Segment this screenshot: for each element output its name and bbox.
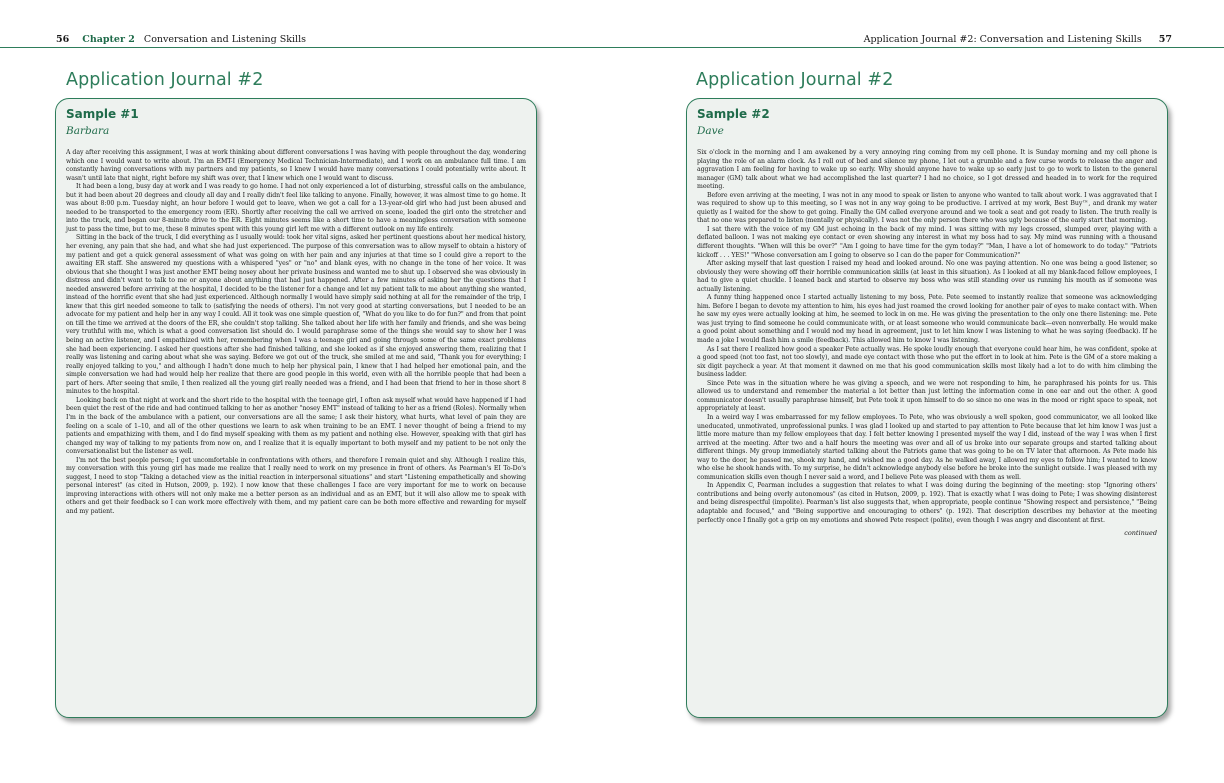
sample-1-body xyxy=(66,149,526,517)
sample-2-body xyxy=(697,149,1157,525)
sample-1-card xyxy=(55,98,537,718)
paragraph: A funny thing happened once I started actually listening to my boss, Pete. Pete seemed to instantly realize that someone was acknowledging him. Before I began to devote my attention to him, his eyes had just roamed the crowd looking for another pair of eyes to make contact with. When he saw my eyes were actually looking at him, he seemed to lock in on me. He was giving the presentation to the only one there listening: me. Pete was just trying to find someone he could communicate with, or at least someone who would communicate back—even nonverbally. He would make a good point about something and I would nod my head in agreement, just to let him know I was listening to what he was saying (feedback). If he made a joke I would flash him a smile (feedback). This allowed him to know I was listening. xyxy=(697,294,1157,345)
paragraph: Before even arriving at the meeting, I was not in any mood to speak or listen to anyone who wanted to talk about work. I was aggravated that I was required to show up to this meeting, so I was not in any way going to be productive. I arrived at my work, Best Buy™, and drank my water quietly as I waited for the show to get going. Finally the GM called everyone around and we took a seat and got ready to listen. The truth really is that no one was prepared to listen (mentally or physically). I was not the only person there who was ugly because of the early start that morning. xyxy=(697,191,1157,225)
right-running-title: Application Journal #2: Conversation and Listening Skills xyxy=(863,34,1142,45)
chapter-label: Chapter 2 xyxy=(82,34,135,45)
paragraph: After asking myself that last question I raised my head and looked around. No one was paying attention. No one was being a good listener, so obviously they were showing off their horrible communication skills (at least in this situation). As I looked at all my blank-faced fellow employees, I had to give a quiet chuckle. I leaned back and started to observe my boss who was still standing over us running his mouth as if someone was actually listening. xyxy=(697,260,1157,293)
right-running-header xyxy=(864,34,1172,45)
paragraph: Looking back on that night at work and the short ride to the hospital with the teenage girl, I often ask myself what would have happened if I had been quiet the rest of the ride and had continued talking to her as another "nosey EMT" instead of talking to her as a friend (Roles). Normally when I'm in the back of the ambulance with a patient, our conversations are all the same; I ask their history, what hurts, what level of pain they are feeling on a scale of 1–10, and all of the other questions we learn to ask when training to be an EMT. I never thought of being a friend to my patients and empathizing with them, and I do find myself speaking with them as my patient and nothing else. However, speaking with that girl has changed my way of talking to my patients from now on, and I realize that it is equally important to both myself and my patient to be not only the conversationalist but the listener as well. xyxy=(66,396,526,456)
paragraph: It had been a long, busy day at work and I was ready to go home. I had not only experienced a lot of disturbing, stressful calls on the ambulance, but it had been about 20 degrees and cloudy all day and I really didn't feel like talking to anyone. Finally, however, it was almost time to go home. It was about 8:00 p.m. Tuesday night, an hour before I would get to leave, when we got a call for a 13-year-old girl who had just been abused and needed to be transported to the emergency room (ER). Shortly after receiving the call we arrived on scene, loaded the girl onto the stretcher and into the truck, and began our 8-minute drive to the ER. Eight minutes seems like a short time to have a meaningless conversation with someone just to pass the time, but to me, these 8 minutes spent with this young girl left me with a different outlook on my life entirely. xyxy=(66,183,526,233)
right-page-title: Application Journal #2 xyxy=(696,70,894,90)
sample-2-author: Dave xyxy=(697,125,724,137)
paragraph: Six o'clock in the morning and I am awakened by a very annoying ring coming from my cell phone. It is Sunday morning and my cell phone is playing the role of an alarm clock. As I roll out of bed and silence my phone, I let out a grumble and a few curse words to release the anger and aggravation I am feeling for having to wake up so early. Why should anyone have to wake up so early just to go to work to listen to the general manager (GM) talk about what we had accomplished the last quarter? I had no choice, so I got dressed and headed in to work for the required meeting. xyxy=(697,149,1157,191)
left-header-rule xyxy=(0,47,612,48)
sample-2-card xyxy=(686,98,1168,718)
paragraph: As I sat there I realized how good a speaker Pete actually was. He spoke loudly enough that everyone could hear him, he was confident, spoke at a good speed (not too fast, not too slowly), and made eye contact with those who put the effort in to look at him. Pete is the GM of a store making a six digit paycheck a year. At that moment it dawned on me that his good communication skills most likely had a lot to do with him climbing the business ladder. xyxy=(697,345,1157,379)
paragraph: I sat there with the voice of my GM just echoing in the back of my mind. I was sitting with my legs crossed, slumped over, playing with a deflated balloon. I was not making eye contact or even showing any interest in what my boss had to say. My mind was running with a thousand different thoughts. "When will this be over?" "Am I going to have time for the gym today?" "Man, I have a lot of homework to do today." "Patriots kickoff . . . YES!" "Whose conversation am I going to observe so I can do the paper for Communication?" xyxy=(697,225,1157,259)
left-page-title: Application Journal #2 xyxy=(66,70,264,90)
paragraph: I'm not the best people person; I get uncomfortable in confrontations with others, and therefore I remain quiet and shy. Although I realize this, my conversation with this young girl has made me realize that I really need to work on my presence in front of others. As Pearman's EI To-Do's suggest, I need to stop "Taking a detached view as the initial reaction in interpersonal situations" and start "Listening empathetically and showing personal interest" (as cited in Hutson, 2009, p. 192). I now know that these challenges I face are very important for me to work on because improving interactions with others will not only make me a better person as an individual and as an EMT, but it will also allow me to speak with others and get their feedback so I can work more effectively with them, and my patient care can be both more effective and rewarding for myself and my patient. xyxy=(66,456,526,515)
sample-2-title: Sample #2 xyxy=(697,107,770,121)
right-page-number: 57 xyxy=(1158,34,1172,45)
paragraph: Sitting in the back of the truck, I did everything as I usually would: took her vital signs, asked her pertinent questions about her medical history, her evening, any pain that she had, and what she had just experienced. The purpose of this conversation was to allow myself to obtain a history of my patient and get a quick general assessment of what was going on with her pain and any injuries at that time so I could give a report to the awaiting ER staff. She answered my questions with a whispered "yes" or "no" and blank eyes, with no change in the tone of her voice. It was obvious that she thought I was just another EMT being nosey about her private business and wanted me to shut up. I observed she was obviously in distress and didn't want to talk to me or anyone about anything that had just happened. After a few minutes of asking her the questions that I needed answered before arriving at the hospital, I decided to be the listener for a change and let my patient talk to me about anything she wanted, instead of the horrific event that she had just experienced. Although normally I would have simply said nothing at all for the remainder of the trip, I knew that this girl needed someone to talk to (satisfying the needs of others). I'm not very good at starting conversations, but I needed to be an advocate for my patient and help her in any way I could. All it took was one simple question of, "What do you like to do for fun?" and from that point on till the time we arrived at the doors of the ER, she couldn't stop talking. She talked about her life with her family and friends, and she was being very truthful with me, which is what a good conversation list should do. I would paraphrase some of the things she would say to show her I was being an active listener, and I empathized with her, remembering when I was a teenage girl and going through some of the same exact problems she had been experiencing. I asked her questions after she had finished talking, and she looked as if she enjoyed answering them, realizing that I really was listening and caring about what she was saying. Before we got out of the truck, she smiled at me and said, "Thank you for everything; I really enjoyed talking to you," and although I hadn't done much to help her physical pain, I knew that I had helped her emotional pain, and the simple conversation we had had would help her realize that there are good people in this world, even with all the horrible people that had been a part of hers. After seeing that smile, I then realized all the young girl really needed was a friend, and I had been that friend to her in those short 8 minutes to the hospital. xyxy=(66,234,526,396)
left-running-header xyxy=(56,34,306,45)
paragraph: Since Pete was in the situation where he was giving a speech, and we were not responding to him, he paraphrased his points for us. This allowed us to understand and remember the material a lot better than just letting the information come in one ear and out the other. A good communicator doesn't usually paraphrase himself, but Pete took it upon himself to do so since no one was in the mood or right space to speak, not appropriately at least. xyxy=(697,379,1157,413)
sample-1-title: Sample #1 xyxy=(66,107,139,121)
paragraph: A day after receiving this assignment, I was at work thinking about different conversations I was having with people throughout the day, wondering which one I would want to write about. I'm an EMT-I (Emergency Medical Technician-Intermediate), and I work on an ambulance full time. I am constantly having conversations with my partners and my patients, so I knew I would have many conversations I could potentially write about. It wasn't until late that night, right before my shift was over, that I knew which one I would want to discuss. xyxy=(66,149,526,182)
sample-1-author: Barbara xyxy=(66,125,110,137)
continued-label: continued xyxy=(1124,529,1157,538)
left-page-number: 56 xyxy=(56,34,70,45)
right-header-rule xyxy=(612,47,1224,48)
paragraph: In Appendix C, Pearman includes a suggestion that relates to what I was doing during the beginning of the meeting: stop "Ignoring others' contributions and being overly autonomous" (as cited in Hutson, 2009, p. 192). That is exactly what I was doing to Pete; I was showing disinterest and being disrespectful (impolite). Pearman's list also suggests that, when appropriate, people continue "Showing respect and persistence," "Being adaptable and focused," and "Being supportive and encouraging to others" (p. 192). That description describes my behavior at the meeting perfectly once I finally got a grip on my emotions and showed Pete respect (polite), even though I was angry and discontent at first. xyxy=(697,482,1157,524)
chapter-title: Conversation and Listening Skills xyxy=(143,34,306,45)
paragraph: In a weird way I was embarrassed for my fellow employees. To Pete, who was obviously a well spoken, good communicator, we all looked like uneducated, unmotivated, unprofessional punks. I was glad I looked up and started to pay attention to Pete because that let him know I was just a little more mature than my fellow employees that day. I felt better knowing I presented myself the way I did, instead of the way I was when I first arrived at the meeting. After two and a half hours the meeting was over and all of us broke into our separate groups and started talking about different things. My group immediately started talking about the Patriots game that was going to be on TV later that afternoon. As Pete made his way to the door, he passed me, shook my hand, and wished me a good day. As he walked away, I allowed my eyes to follow him; I wanted to know who else he shook hands with. To my surprise, he didn't acknowledge anybody else before he broke into the sunlight outside. I was pleased with my communication skills even though I never said a word, and I believe Pete was pleased with them as well. xyxy=(697,413,1157,481)
